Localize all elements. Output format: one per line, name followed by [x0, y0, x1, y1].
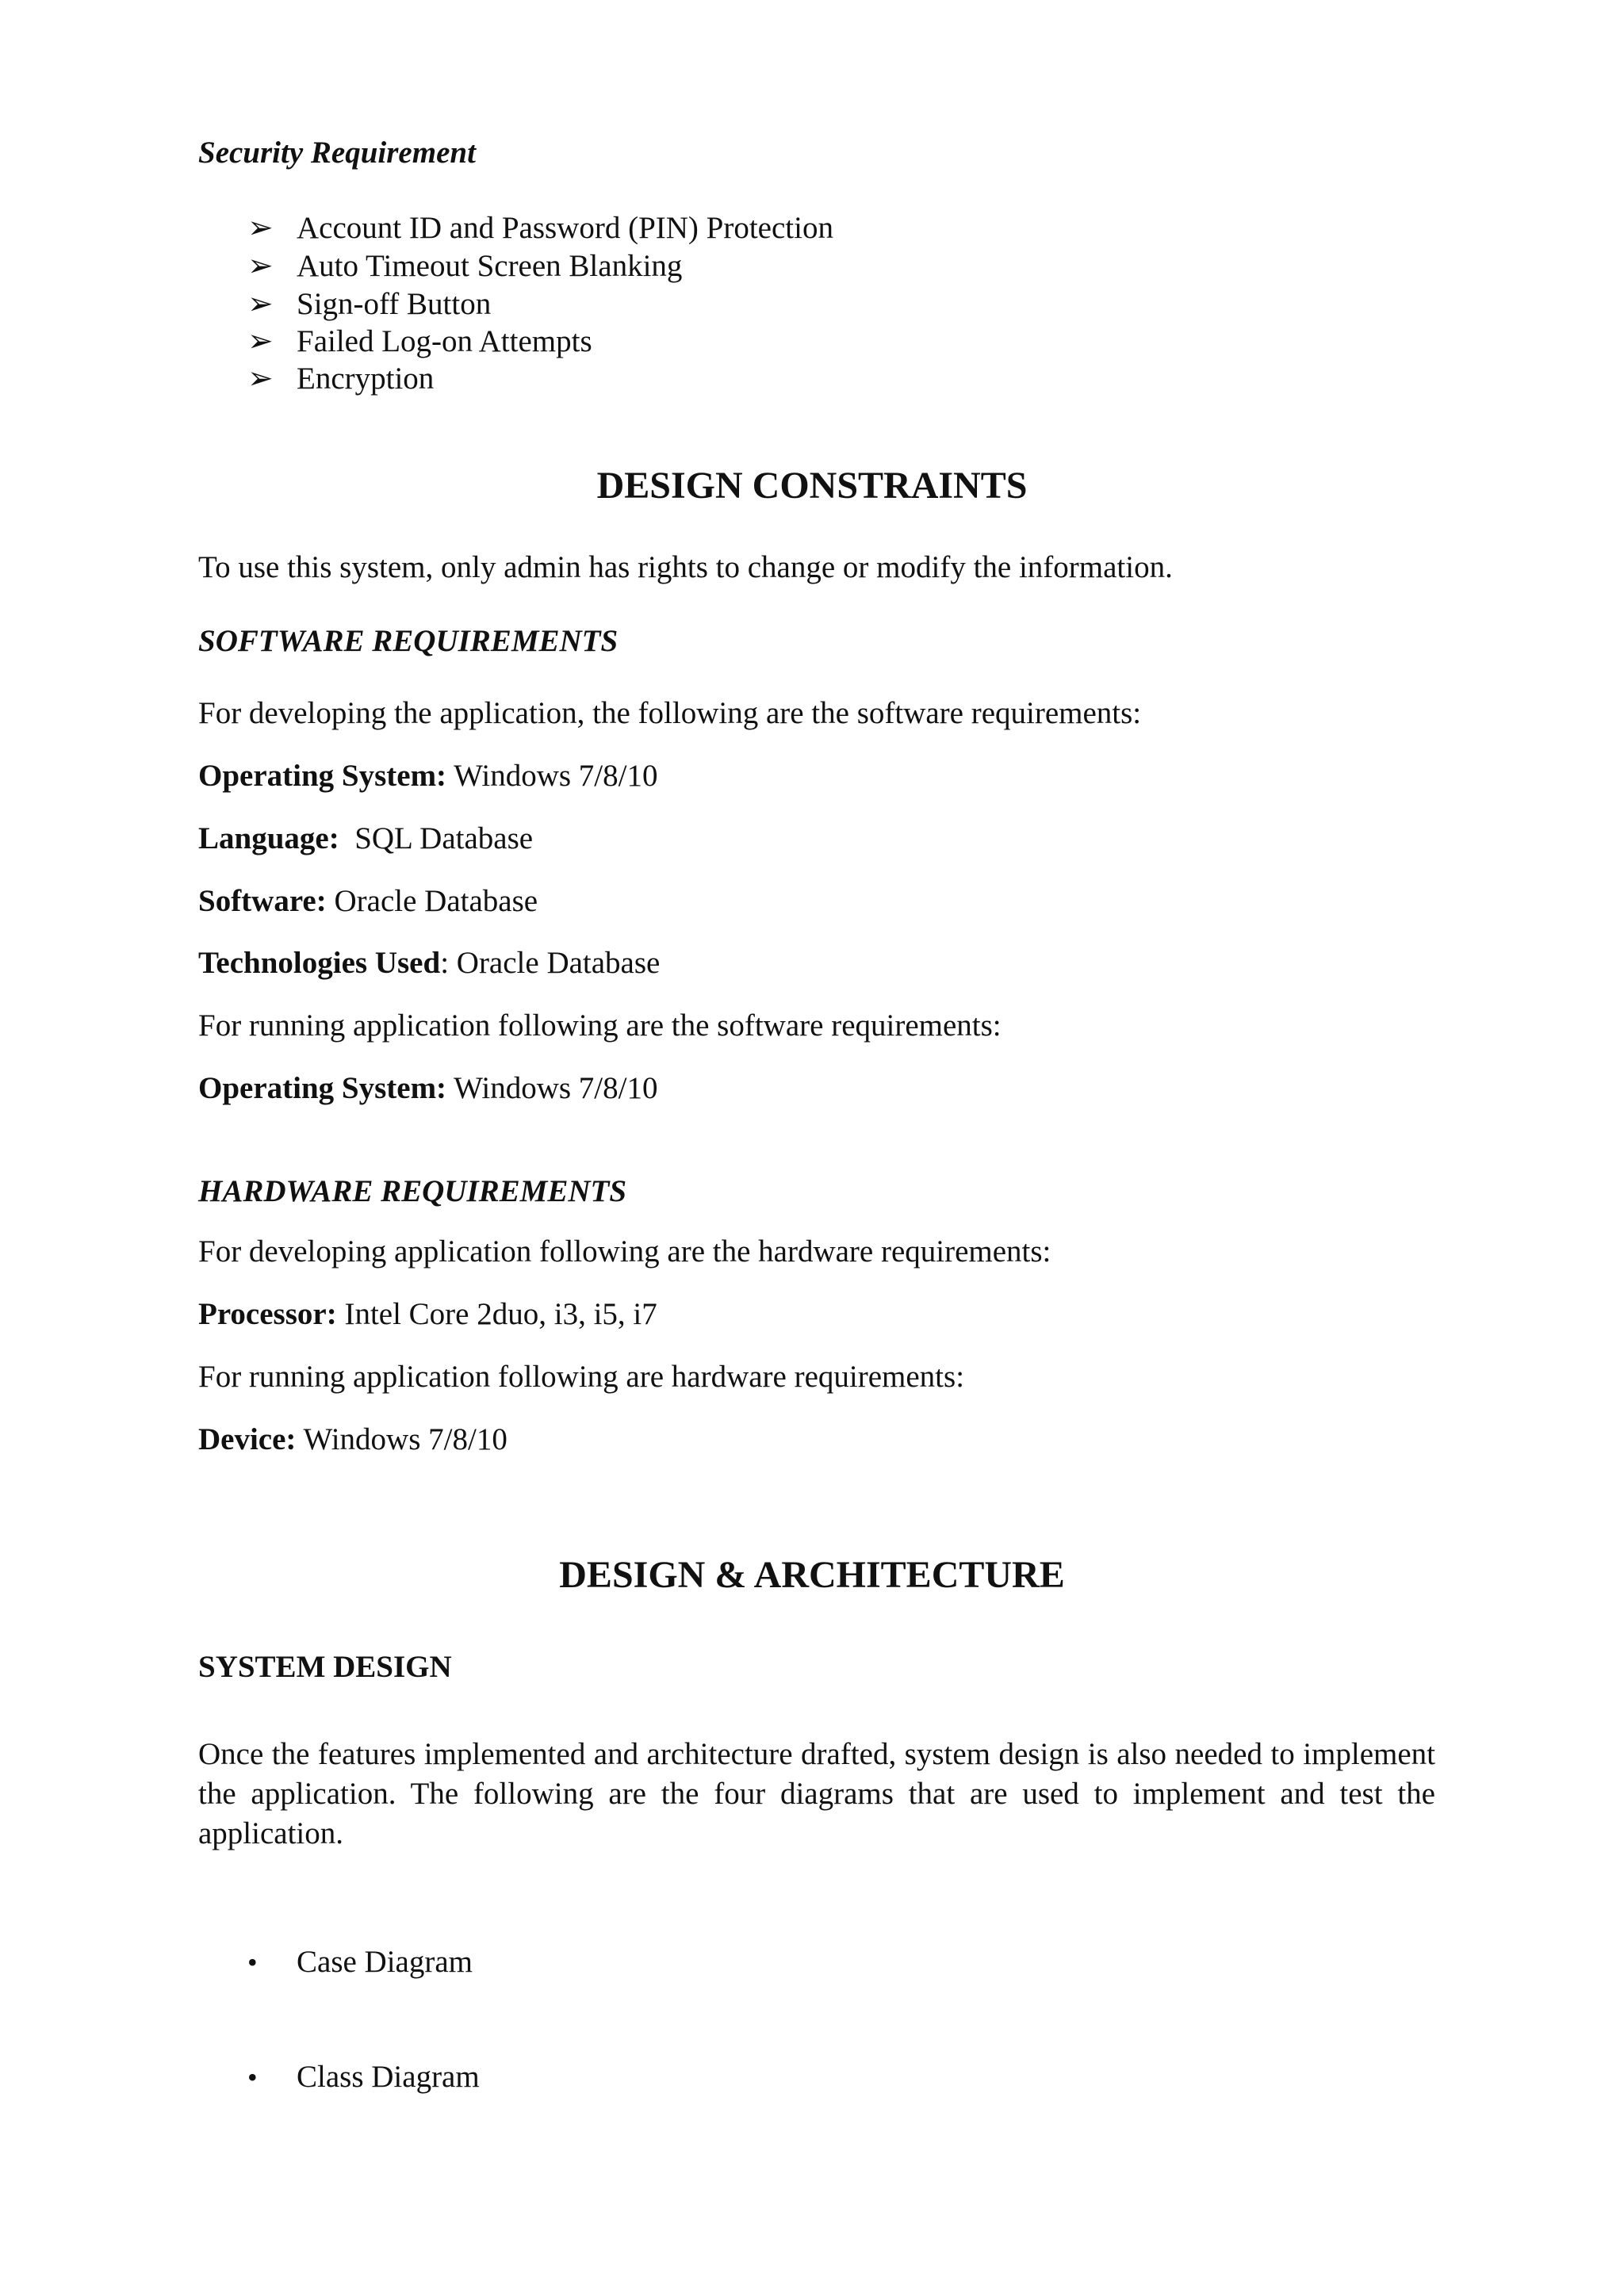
arrow-bullet-icon: ➢: [247, 211, 274, 245]
running-os-label: Operating System:: [198, 1071, 447, 1105]
diagram-list-item: [247, 2059, 480, 2095]
arrow-bullet-icon: ➢: [247, 287, 274, 321]
software-running-os-line: [198, 1070, 657, 1108]
software-requirements-heading: SOFTWARE REQUIREMENTS: [198, 624, 619, 658]
processor-value: Intel Core 2duo, i3, i5, i7: [336, 1297, 657, 1331]
security-item: [247, 323, 592, 359]
security-item: [247, 286, 491, 322]
diagram-label: Class Diagram: [297, 2060, 480, 2094]
hardware-processor-line: [198, 1295, 657, 1334]
running-os-value: Windows 7/8/10: [446, 1071, 658, 1105]
os-value: Windows 7/8/10: [446, 759, 658, 793]
bullet-dot-icon: •: [247, 1946, 258, 1978]
hardware-running-intro: For running application following are hardware requirements:: [198, 1360, 965, 1394]
design-constraints-text: To use this system, only admin has rights to change or modify the information.: [198, 550, 1173, 584]
software-os-line: [198, 757, 657, 795]
hardware-device-line: [198, 1421, 508, 1459]
security-requirement-title: Security Requirement: [198, 136, 476, 170]
system-design-heading: SYSTEM DESIGN: [198, 1650, 452, 1684]
software-label: Software:: [198, 884, 327, 918]
design-constraints-heading: DESIGN CONSTRAINTS: [596, 465, 1028, 507]
arrow-bullet-icon: ➢: [247, 324, 274, 358]
security-item-label: Sign-off Button: [297, 287, 492, 321]
security-item-label: Account ID and Password (PIN) Protection: [297, 211, 833, 245]
language-value: SQL Database: [339, 821, 534, 855]
software-language-line: [198, 820, 533, 858]
system-design-paragraph: Once the features implemented and architecture drafted, system design is also needed to implement the application. The following are the four diagrams that are used to implement and test the application.: [198, 1737, 1435, 1850]
device-value: Windows 7/8/10: [296, 1422, 508, 1456]
security-item-label: Encryption: [297, 362, 435, 396]
processor-label: Processor:: [198, 1297, 337, 1331]
security-item-label: Auto Timeout Screen Blanking: [297, 249, 683, 283]
software-technologies-line: [198, 944, 660, 982]
os-label: Operating System:: [198, 759, 447, 793]
hardware-requirements-heading: HARDWARE REQUIREMENTS: [198, 1174, 627, 1208]
arrow-bullet-icon: ➢: [247, 362, 274, 396]
design-architecture-heading: DESIGN & ARCHITECTURE: [559, 1554, 1065, 1596]
language-label: Language:: [198, 821, 339, 855]
diagram-label: Case Diagram: [297, 1945, 473, 1979]
diagram-list-item: [247, 1944, 473, 1980]
security-item: [247, 361, 434, 396]
device-label: Device:: [198, 1422, 297, 1456]
arrow-bullet-icon: ➢: [247, 249, 274, 283]
security-item: [247, 248, 682, 284]
software-running-intro: For running application following are the software requirements:: [198, 1008, 1002, 1043]
bullet-dot-icon: •: [247, 2061, 258, 2093]
security-item-label: Failed Log-on Attempts: [297, 324, 592, 358]
technologies-label: Technologies Used: [198, 946, 441, 980]
technologies-value: : Oracle Database: [440, 946, 661, 980]
software-value: Oracle Database: [326, 884, 538, 918]
software-intro: For developing the application, the following are the software requirements:: [198, 696, 1142, 730]
software-software-line: [198, 882, 538, 920]
hardware-intro: For developing application following are the hardware requirements:: [198, 1234, 1051, 1269]
security-item: [247, 210, 833, 246]
